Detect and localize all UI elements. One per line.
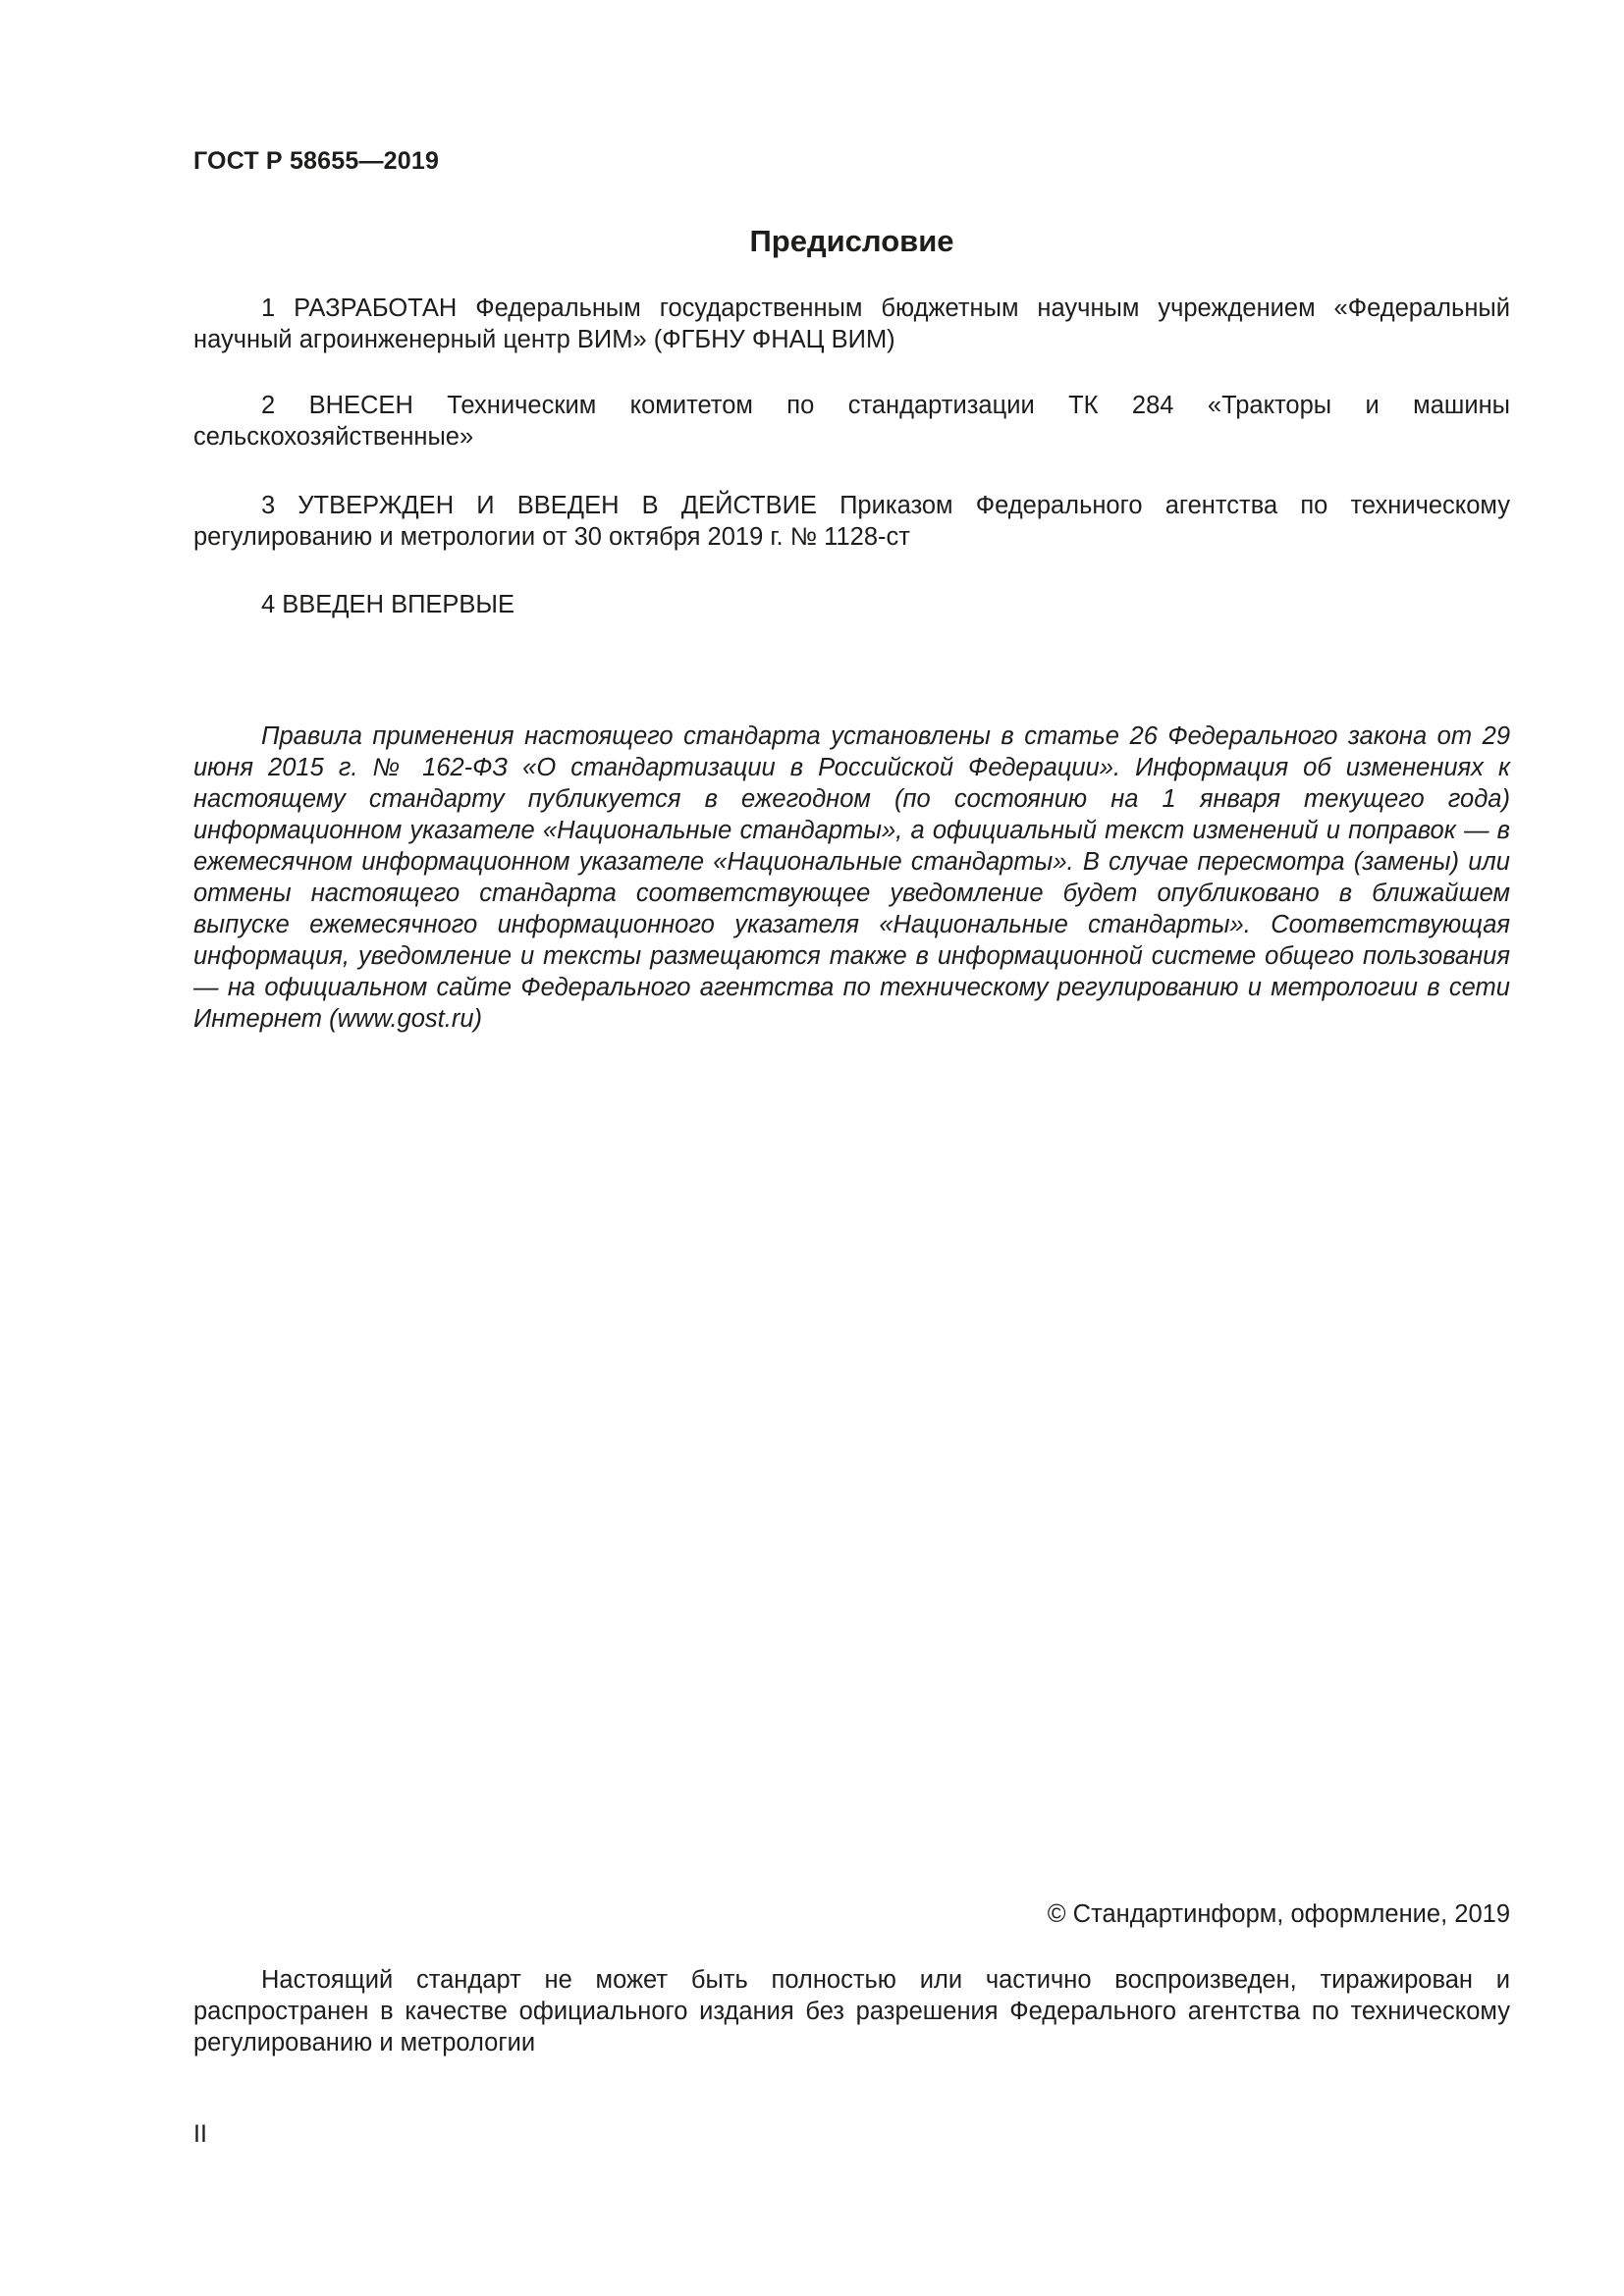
foreword-item-1: 1 РАЗРАБОТАН Федеральным государственным бюджетным научным учреждением «Федеральный научный агроинженерный центр ВИМ» (ФГБНУ ФНАЦ ВИМ): [193, 294, 1510, 353]
copyright-line: © Стандартинформ, оформление, 2019: [1047, 1900, 1510, 1928]
page-title: Предисловие: [749, 224, 954, 258]
page-number: II: [193, 2120, 207, 2148]
reproduction-notice: Настоящий стандарт не может быть полностью или частично воспроизведен, тиражирован и распространен в качестве официального издания без разрешения Федерального агентства по техническому регулированию и метрологии: [193, 1966, 1510, 2056]
rules-notice: Правила применения настоящего стандарта установлены в статье 26 Федерального закона от 29 июня 2015 г. № 162-ФЗ «О стандартизации в Российской Федерации». Информация об изменениях к настоящему стандарту публикуется в ежегодном (по состоянию на 1 января текущего года) информационном указателе «Национальные стандарты», а официальный текст изменений и поправок — в ежемесячном информационном указателе «Национальные стандарты». В случае пересмотра (замены) или отмены настоящего стандарта соответствующее уведомление будет опубликовано в ближайшем выпуске ежемесячного информационного указателя «Национальные стандарты». Соответствующая информация, уведомление и тексты размещаются также в информационной системе общего пользования — на официальном сайте Федерального агентства по техническому регулированию и метрологии в сети Интернет (www.gost.ru): [193, 722, 1510, 1033]
document-code-header: ГОСТ Р 58655—2019: [193, 147, 440, 175]
foreword-item-4: 4 ВВЕДЕН ВПЕРВЫЕ: [261, 591, 515, 618]
foreword-item-3: 3 УТВЕРЖДЕН И ВВЕДЕН В ДЕЙСТВИЕ Приказом Федерального агентства по техническому регулированию и метрологии от 30 октября 2019 г. № 1128-ст: [193, 492, 1510, 551]
foreword-item-2: 2 ВНЕСЕН Техническим комитетом по стандартизации ТК 284 «Тракторы и машины сельскохозяйственные»: [193, 392, 1510, 451]
